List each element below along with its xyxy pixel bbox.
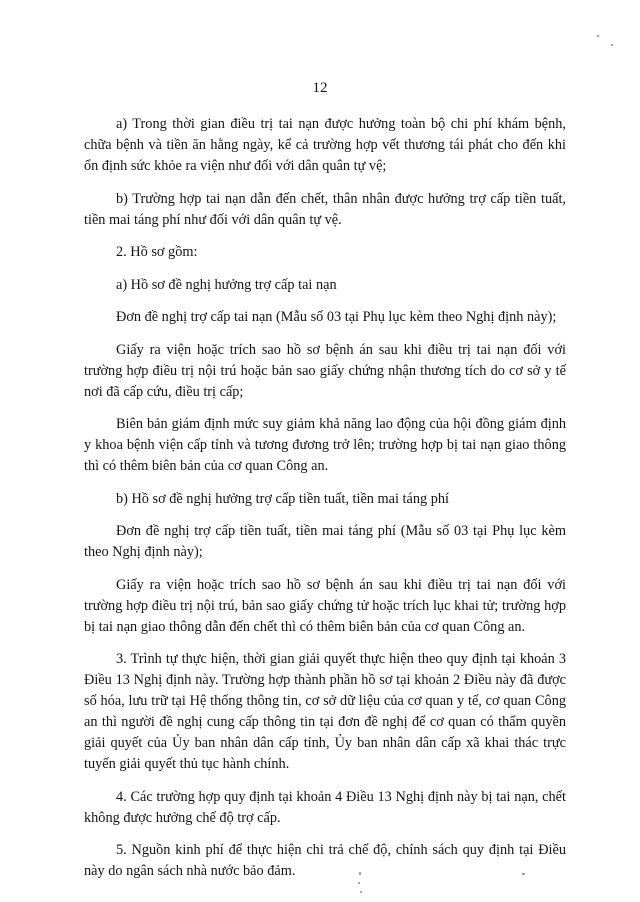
paragraph-medical-assessment: Biên bản giám định mức suy giảm khả năng lao động của hội đồng giám định y khoa bệnh viện cấp tỉnh và tương đương trở lên; trường hợp bị tai nạn giao thông thì có thêm biên bản của cơ quan Công an. — [84, 416, 566, 474]
page-number: 12 — [312, 80, 328, 96]
paragraph-death-documents: Giấy ra viện hoặc trích sao hồ sơ bệnh án sau khi điều trị tai nạn đối với trường hợp điều trị nội trú, bản sao giấy chứng tử hoặc trích lục khai tử; trường hợp bị tai nạn giao thông dẫn đến chết thì có thêm biên bản của cơ quan Công an. — [84, 576, 566, 635]
paragraph-2b-death-benefits: b) Trường hợp tai nạn dẫn đến chết, thân nhân được hưởng trợ cấp tiền tuất, tiền mai táng phí như đối với dân quân tự vệ. — [84, 190, 566, 228]
scan-speck — [611, 44, 613, 46]
scan-speck — [522, 873, 525, 875]
scan-speck — [358, 882, 360, 884]
paragraph-discharge-certificate: Giấy ra viện hoặc trích sao hồ sơ bệnh án sau khi điều trị tai nạn đối với trường hợp điều trị nội trú hoặc bản sao giấy chứng nhận thương tích do cơ sở y tế nơi đã cấp cứu, điều trị cấp; — [84, 341, 566, 400]
paragraph-accident-application-form: Đơn đề nghị trợ cấp tai nạn (Mẫu số 03 tại Phụ lục kèm theo Nghị định này); — [116, 309, 557, 325]
scan-speck — [360, 891, 362, 893]
paragraph-section-3-procedure: 3. Trình tự thực hiện, thời gian giải quyết thực hiện theo quy định tại khoản 3 Điều 13 Nghị định này. Trường hợp thành phần hồ sơ tại khoản 2 Điều này đã được số hóa, lưu trữ tại Hệ thống thông tin, cơ sở dữ liệu của cơ quan y tế, cơ quan Công an thì người đề nghị cung cấp thông tin tại đơn đề nghị để cơ quan có thẩm quyền giải quyết của Ủy ban nhân dân cấp tỉnh, Ủy ban nhân dân cấp xã khai thác trực tuyến giải quyết thủ tục hành chính. — [84, 651, 566, 772]
document-body — [84, 114, 566, 894]
paragraph-2b-heading: b) Hồ sơ đề nghị hưởng trợ cấp tiền tuất, tiền mai táng phí — [116, 490, 449, 507]
paragraph-2a-heading: a) Hồ sơ đề nghị hưởng trợ cấp tai nạn — [116, 276, 337, 293]
paragraph-section-2-heading: 2. Hồ sơ gồm: — [116, 244, 198, 260]
paragraph-2a-benefits: a) Trong thời gian điều trị tai nạn được hưởng toàn bộ chi phí khám bệnh, chữa bệnh và tiền ăn hằng ngày, kể cả trường hợp vết thương tái phát cho đến khi ổn định sức khỏe ra viện như đối với dân quân tự vệ; — [84, 116, 566, 174]
paragraph-section-5-funding: 5. Nguồn kinh phí để thực hiện chi trả chế độ, chính sách quy định tại Điều này do ngân sách nhà nước bảo đảm. — [84, 842, 566, 879]
scan-speck — [597, 35, 599, 37]
paragraph-death-application-form: Đơn đề nghị trợ cấp tiền tuất, tiền mai táng phí (Mẫu số 03 tại Phụ lục kèm theo Nghị định này); — [84, 523, 566, 560]
scan-speck — [359, 872, 361, 875]
paragraph-section-4-exclusions: 4. Các trường hợp quy định tại khoản 4 Điều 13 Nghị định này bị tai nạn, chết không được hưởng chế độ trợ cấp. — [84, 788, 566, 826]
